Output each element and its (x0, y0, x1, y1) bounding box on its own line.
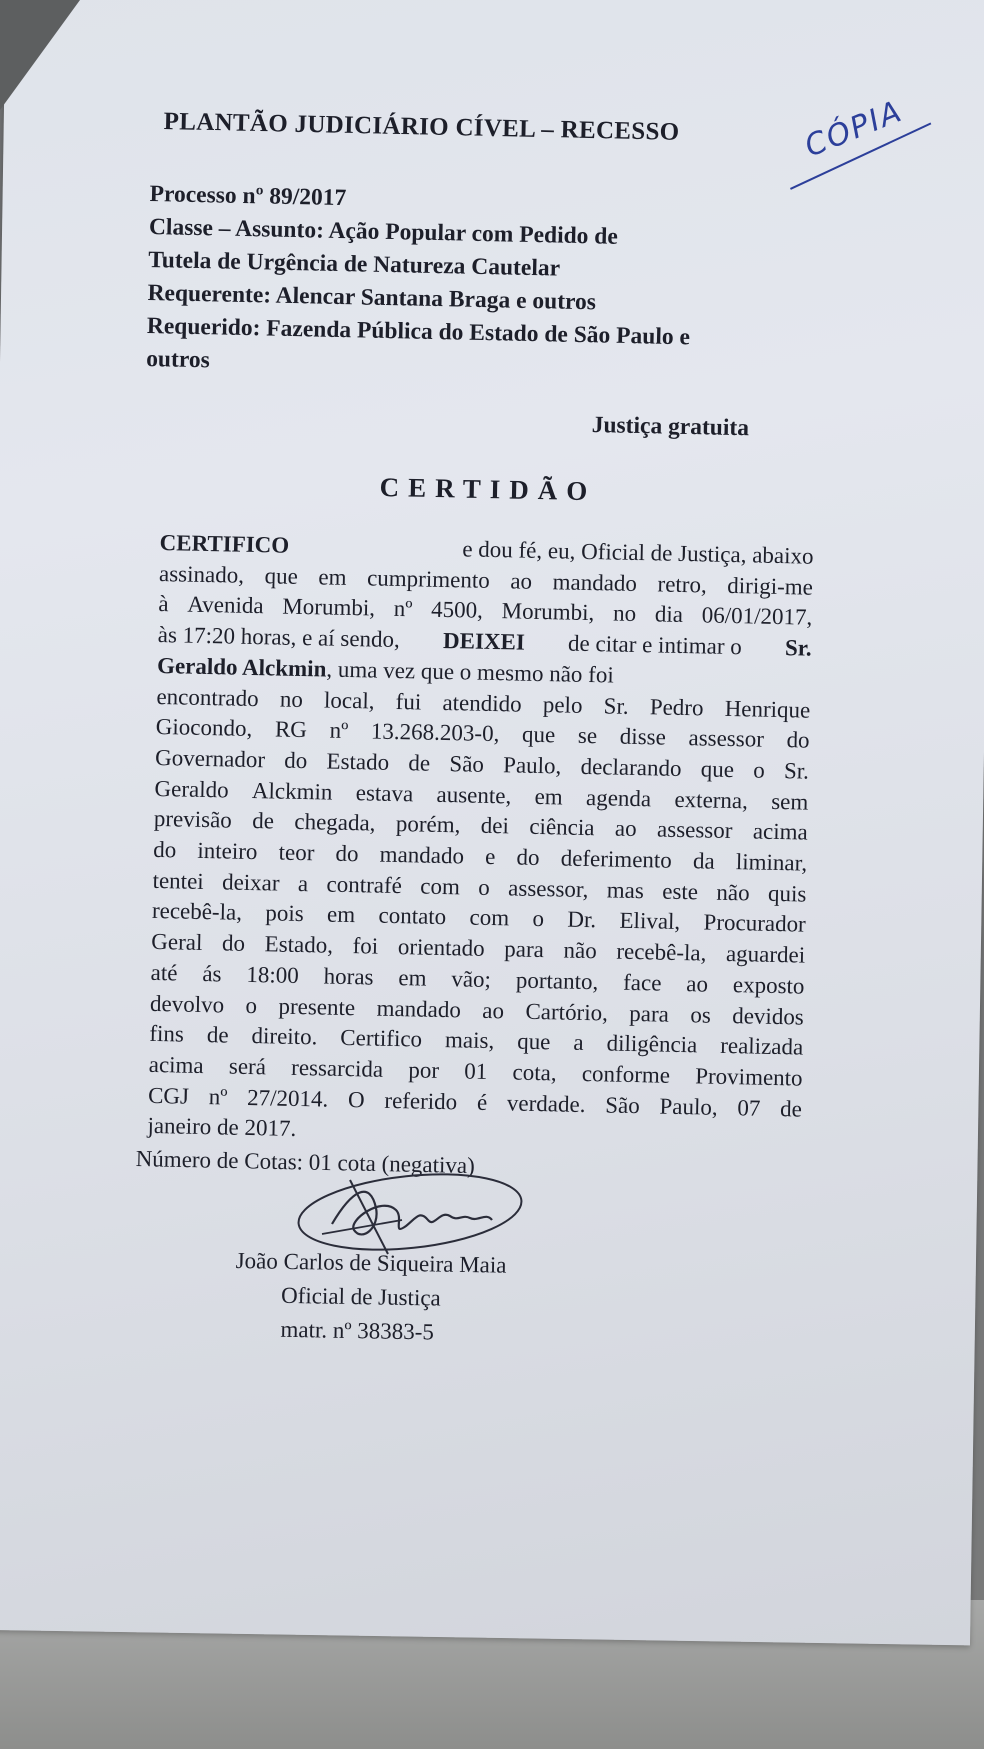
body-word: tentei (152, 867, 204, 894)
body-word: do (284, 747, 308, 774)
body-word: que (521, 721, 556, 748)
body-word: contrafé (326, 871, 403, 898)
body-word: do (153, 836, 177, 863)
body-word: este (662, 878, 699, 905)
body-word: Pedro (649, 693, 704, 720)
body-word: devolvo (149, 990, 225, 1017)
body-word: não (563, 937, 598, 964)
body-word: Paulo, (502, 752, 562, 779)
body-word: é (476, 1089, 488, 1115)
body-word: referido (384, 1087, 458, 1115)
body-word: ao (510, 568, 533, 594)
body-word: a (573, 1030, 584, 1056)
body-word: declarando (580, 753, 682, 781)
body-word: local, (323, 686, 375, 714)
body-word: até (150, 959, 178, 986)
body-word: deferimento (560, 845, 673, 873)
body-word: assessor (688, 725, 765, 752)
body-word: deixar (221, 869, 280, 896)
certidao-title: CERTIDÃO (379, 472, 597, 507)
body-word: fui (395, 688, 422, 715)
body-word: se (577, 723, 598, 749)
body-word: ao (686, 970, 709, 997)
body-word: exposto (732, 971, 805, 999)
body-word: Geraldo (154, 775, 229, 803)
body-word: dirigi-me (727, 572, 814, 600)
body-word: os (690, 1001, 712, 1028)
body-word: vão; (451, 966, 492, 992)
document-header-title: PLANTÃO JUDICIÁRIO CÍVEL – RECESSO (163, 108, 680, 146)
body-word: de (251, 808, 275, 834)
body-word: assessor, (507, 875, 589, 902)
body-word: recebê-la, (616, 938, 707, 966)
body-word: O (347, 1086, 365, 1113)
body-word: porém, (395, 811, 461, 838)
body-word: Morumbi, (501, 598, 595, 626)
sr-word: Sr. (784, 635, 812, 661)
body-word: contato (378, 903, 447, 930)
body-word: pelo (542, 691, 583, 718)
body-word: retro, (657, 571, 707, 598)
deixei-word: DEIXEI (442, 628, 526, 655)
body-word: de (779, 1095, 803, 1122)
body-word: presente (278, 993, 356, 1020)
body-word: Dr. (567, 907, 597, 933)
body-word: no (279, 686, 304, 712)
body-word: direito. (251, 1023, 318, 1050)
body-word: do (516, 844, 540, 871)
body-word: diligência (606, 1030, 698, 1058)
body-word: mas (606, 877, 645, 903)
classe-assunto-line1: Classe – Assunto: Ação Popular com Pedido de (148, 213, 619, 250)
body-word: horas (323, 963, 374, 990)
body-word: foi (352, 933, 379, 959)
body-word: Morumbi, (282, 593, 376, 621)
body-word: assessor (656, 816, 733, 844)
classe-assunto-line2: Tutela de Urgência de Natureza Cautelar (148, 246, 561, 282)
body-word: à (158, 591, 169, 617)
body-word: 01 (464, 1058, 488, 1084)
body-word: que (264, 562, 299, 589)
body-word: Giocondo, (155, 714, 253, 742)
case-metadata (146, 178, 790, 389)
body-line: janeiro de 2017. (147, 1113, 297, 1142)
body-word: previsão (153, 806, 233, 833)
body-word: realizada (719, 1033, 804, 1060)
body-word: Paulo, (659, 1093, 718, 1120)
signer-name: João Carlos de Siqueira Maia (235, 1247, 507, 1278)
requerente: Requerente: Alencar Santana Braga e outros (147, 279, 597, 316)
body-word: orientado (397, 934, 485, 962)
body-word: em (326, 902, 356, 928)
body-word: acima (148, 1051, 204, 1078)
body-word: de (408, 750, 431, 776)
body-word: recebê-la, (151, 898, 243, 926)
body-word: ás (202, 960, 222, 987)
body-word: cumprimento (366, 565, 491, 593)
body-word: Governador (154, 744, 266, 773)
body-word: chegada, (294, 809, 376, 836)
body-word: ao (614, 815, 637, 842)
body-word: face (622, 969, 662, 996)
body-word: pois (265, 900, 304, 927)
body-word: será (228, 1053, 267, 1080)
body-word: da (692, 848, 715, 874)
body-word: disse (619, 723, 667, 750)
signer-block (234, 1244, 507, 1351)
body-word: liminar, (735, 849, 808, 876)
body-word: nº (208, 1083, 228, 1110)
numero-de-cotas: Número de Cotas: 01 cota (negativa) (135, 1146, 476, 1179)
body-word: mandado (376, 995, 462, 1022)
body-text: de citar e intimar o (567, 630, 743, 660)
body-word: RG (274, 716, 308, 743)
body-word: conforme (581, 1060, 671, 1088)
body-word: por (408, 1057, 440, 1083)
body-word: Procurador (703, 909, 807, 938)
signer-role: Oficial de Justiça (280, 1282, 441, 1311)
body-word: Sr. (783, 758, 810, 784)
body-word: São (449, 751, 485, 777)
body-word: fins (149, 1021, 185, 1047)
body-word: encontrado (156, 683, 259, 711)
body-text: às 17:20 horas, e aí sendo, (157, 622, 401, 653)
body-word: Elival, (619, 908, 681, 935)
geraldo-alckmin-name: Geraldo Alckmin (156, 652, 327, 682)
body-word: cota, (512, 1059, 557, 1086)
body-word: em (398, 964, 427, 991)
body-word: teor (278, 839, 315, 866)
body-word: nº (393, 596, 413, 622)
body-word: o (532, 906, 545, 932)
body-word: quis (767, 880, 807, 907)
body-word: 18:00 (246, 961, 300, 988)
body-word: do (335, 840, 359, 867)
body-word: o (752, 757, 766, 783)
body-word: para (504, 936, 545, 963)
body-word: do (786, 727, 810, 753)
body-word: Cartório, (525, 998, 609, 1026)
body-word: agenda (585, 784, 652, 811)
body-word: São (604, 1092, 641, 1118)
body-word: não (716, 879, 750, 906)
processo-number: Processo nº 89/2017 (149, 180, 347, 212)
signer-matricula: matr. nº 38383-5 (280, 1316, 435, 1345)
body-word: para (629, 1000, 670, 1027)
body-word: sem (771, 788, 809, 815)
body-word: a (297, 870, 309, 896)
body-word: mais, (444, 1027, 495, 1054)
body-word: aguardei (725, 941, 806, 968)
body-word: atendido (442, 689, 522, 717)
requerido-line2: outros (145, 345, 211, 374)
body-word: portanto, (515, 967, 599, 995)
body-word: ciência (529, 814, 595, 841)
copia-handwritten-annotation: CÓPIA (800, 93, 908, 165)
body-word: 07 (737, 1094, 761, 1121)
body-word: Provimento (695, 1063, 803, 1091)
body-word: 13.268.203-0, (370, 718, 500, 747)
body-word: dei (480, 813, 510, 839)
body-word: Estado (326, 748, 390, 775)
body-word: dia (654, 601, 684, 628)
body-word: com (420, 873, 461, 900)
body-word: do (221, 930, 246, 957)
body-text: , uma vez que o mesmo não foi (326, 656, 615, 688)
body-word: ausente, (436, 781, 512, 809)
body-word: em (534, 783, 563, 810)
body-word: externa, (674, 786, 749, 813)
body-word: com (469, 905, 510, 931)
body-word: Certifico (340, 1025, 423, 1052)
body-word: que (700, 756, 735, 782)
body-word: Henrique (724, 695, 811, 723)
body-word: devidos (732, 1002, 805, 1030)
body-word: 27/2014. (246, 1084, 329, 1112)
body-word: no (612, 600, 637, 627)
requerido-line1: Requerido: Fazenda Pública do Estado de São Paulo e (146, 312, 691, 351)
certifico-word: CERTIFICO (159, 529, 290, 558)
body-word: que (516, 1028, 551, 1055)
body-word: Geral (151, 929, 203, 956)
certidao-body (147, 528, 814, 1156)
body-word: o (245, 992, 258, 1018)
body-word: mandado (552, 568, 638, 596)
body-word: nº (329, 717, 349, 744)
body-word: inteiro (197, 837, 258, 865)
body-word: de (206, 1022, 229, 1048)
body-word: mandado (379, 841, 465, 869)
body-word: e (484, 843, 496, 870)
body-word: acima (752, 818, 809, 845)
body-word: Estado, (264, 931, 334, 958)
body-text: e dou fé, eu, Oficial de Justiça, abaixo (462, 536, 814, 569)
body-word: 06/01/2017, (701, 602, 813, 631)
body-word: Sr. (603, 692, 629, 719)
body-word: ao (482, 997, 505, 1023)
justica-gratuita: Justiça gratuita (591, 412, 750, 442)
body-word: Alckmin (251, 777, 333, 805)
body-word: ressarcida (290, 1054, 384, 1082)
body-word: Avenida (187, 591, 264, 619)
body-word: verdade. (506, 1090, 586, 1117)
body-word: assinado, (158, 560, 245, 588)
body-word: 4500, (430, 597, 484, 624)
body-word: o (478, 874, 491, 900)
body-word: CGJ (147, 1082, 190, 1109)
body-word: em (318, 564, 347, 590)
body-word: estava (355, 779, 414, 806)
